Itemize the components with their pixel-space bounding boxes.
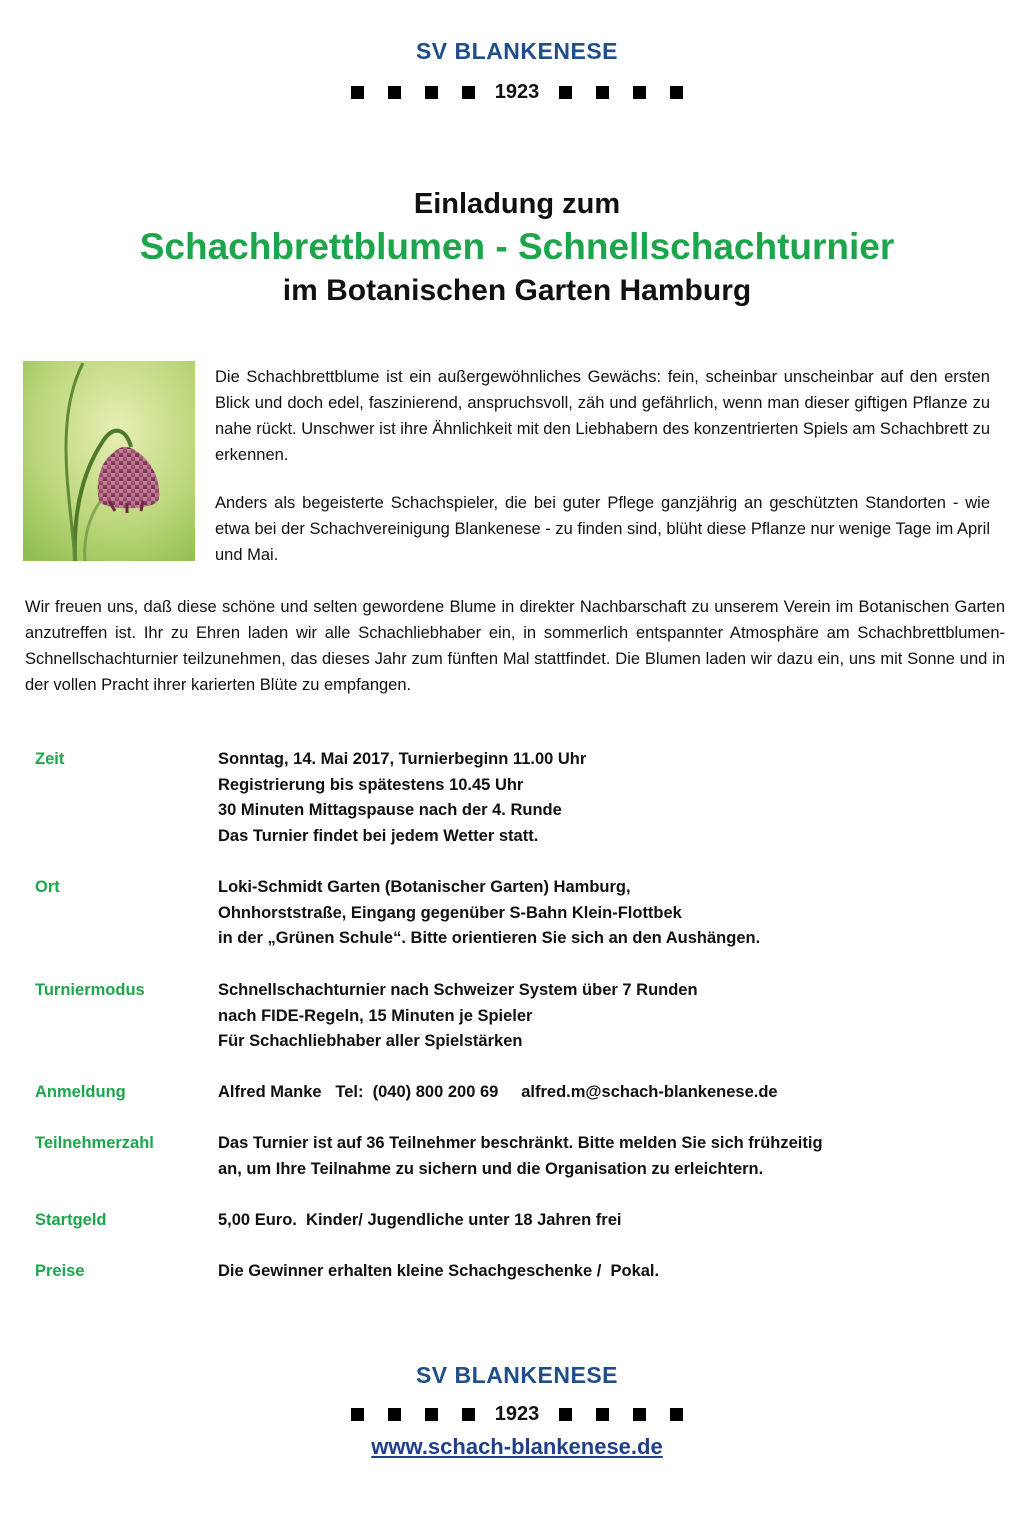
header-year: 1923: [494, 81, 540, 103]
footer-club-name: SV BLANKENESE: [415, 1362, 619, 1388]
square-icon: [388, 86, 401, 99]
detail-value: 5,00 Euro. Kinder/ Jugendliche unter 18 Jahren frei: [218, 1211, 622, 1229]
square-icon: [351, 1408, 364, 1421]
title-location: im Botanischen Garten Hamburg: [282, 274, 752, 307]
square-icon: [559, 86, 572, 99]
square-icon: [462, 1408, 475, 1421]
square-icon: [633, 86, 646, 99]
detail-value: Alfred Manke Tel: (040) 800 200 69 alfred.m@schach-blankenese.de: [218, 1083, 778, 1101]
detail-value: Sonntag, 14. Mai 2017, Turnierbeginn 11.00 Uhr Registrierung bis spätestens 10.45 Uhr 30 Minuten Mittagspause nach der 4. Runde Das Turnier findet bei jedem Wetter statt.: [218, 750, 587, 845]
footer-year: 1923: [494, 1403, 540, 1425]
square-icon: [633, 1408, 646, 1421]
intro-text: [215, 364, 990, 590]
intro-paragraph-1: Die Schachbrettblume ist ein außergewöhnliches Gewächs: fein, scheinbar unscheinbar auf den ersten Blick und doch edel, faszinierend, anspruchsvoll, zäh und gefährlich, wenn man dieser giftigen Pflanze zu nahe rückt. Unschwer ist ihre Ähnlichkeit mit den Liebhabern des konzentrierten Spiels am Schachbrett zu erkennen.: [215, 368, 990, 464]
square-icon: [559, 1408, 572, 1421]
detail-value: Schnellschachturnier nach Schweizer System über 7 Runden nach FIDE-Regeln, 15 Minuten je Spieler Für Schachliebhaber aller Spielstärken: [218, 981, 698, 1050]
title-tournament: Schachbrettblumen - Schnellschachturnier: [139, 226, 895, 267]
header-year-row: [0, 81, 1034, 104]
detail-value: Das Turnier ist auf 36 Teilnehmer beschränkt. Bitte melden Sie sich frühzeitig an, um Ihre Teilnahme zu sichern und die Organisation zu erleichtern.: [218, 1134, 823, 1178]
footer-year-row: [0, 1403, 1034, 1426]
square-icon: [670, 86, 683, 99]
fritillary-flower-image: [23, 361, 195, 561]
detail-label: Zeit: [35, 750, 65, 768]
detail-label: Turniermodus: [35, 981, 145, 999]
detail-label: Anmeldung: [35, 1083, 126, 1101]
detail-label: Startgeld: [35, 1211, 107, 1229]
detail-label: Teilnehmerzahl: [35, 1134, 154, 1152]
title-invitation: Einladung zum: [413, 188, 621, 220]
square-icon: [425, 86, 438, 99]
footer-link-row: [0, 1434, 1034, 1460]
square-icon: [596, 1408, 609, 1421]
square-icon: [596, 86, 609, 99]
detail-label: Ort: [35, 878, 60, 896]
square-icon: [388, 1408, 401, 1421]
square-icon: [670, 1408, 683, 1421]
detail-label: Preise: [35, 1262, 85, 1280]
square-icon: [351, 86, 364, 99]
square-icon: [425, 1408, 438, 1421]
website-link[interactable]: www.schach-blankenese.de: [371, 1434, 663, 1459]
body-paragraph: Wir freuen uns, daß diese schöne und selten gewordene Blume in direkter Nachbarschaft zu unserem Verein im Botanischen Garten anzutreffen ist. Ihr zu Ehren laden wir alle Schachliebhaber ein, in sommerlich entspannter Atmosphäre am Schachbrettblumen-Schnellschachturnier teilzunehmen, das dieses Jahr zum fünften Mal stattfindet. Die Blumen laden wir dazu ein, uns mit Sonne und in der vollen Pracht ihrer karierten Blüte zu empfangen.: [25, 598, 1005, 694]
header-club-name: SV BLANKENESE: [415, 38, 619, 64]
detail-value: Loki-Schmidt Garten (Botanischer Garten) Hamburg, Ohnhorststraße, Eingang gegenüber S-Bahn Klein-Flottbek in der „Grünen Schule“. Bitte orientieren Sie sich an den Aushängen.: [218, 878, 761, 947]
detail-value: Die Gewinner erhalten kleine Schachgeschenke / Pokal.: [218, 1262, 660, 1280]
square-icon: [462, 86, 475, 99]
intro-paragraph-2: Anders als begeisterte Schachspieler, die bei guter Pflege ganzjährig an geschützten Standorten - wie etwa bei der Schachvereinigung Blankenese - zu finden sind, blüht diese Pflanze nur wenige Tage im April und Mai.: [215, 494, 990, 564]
